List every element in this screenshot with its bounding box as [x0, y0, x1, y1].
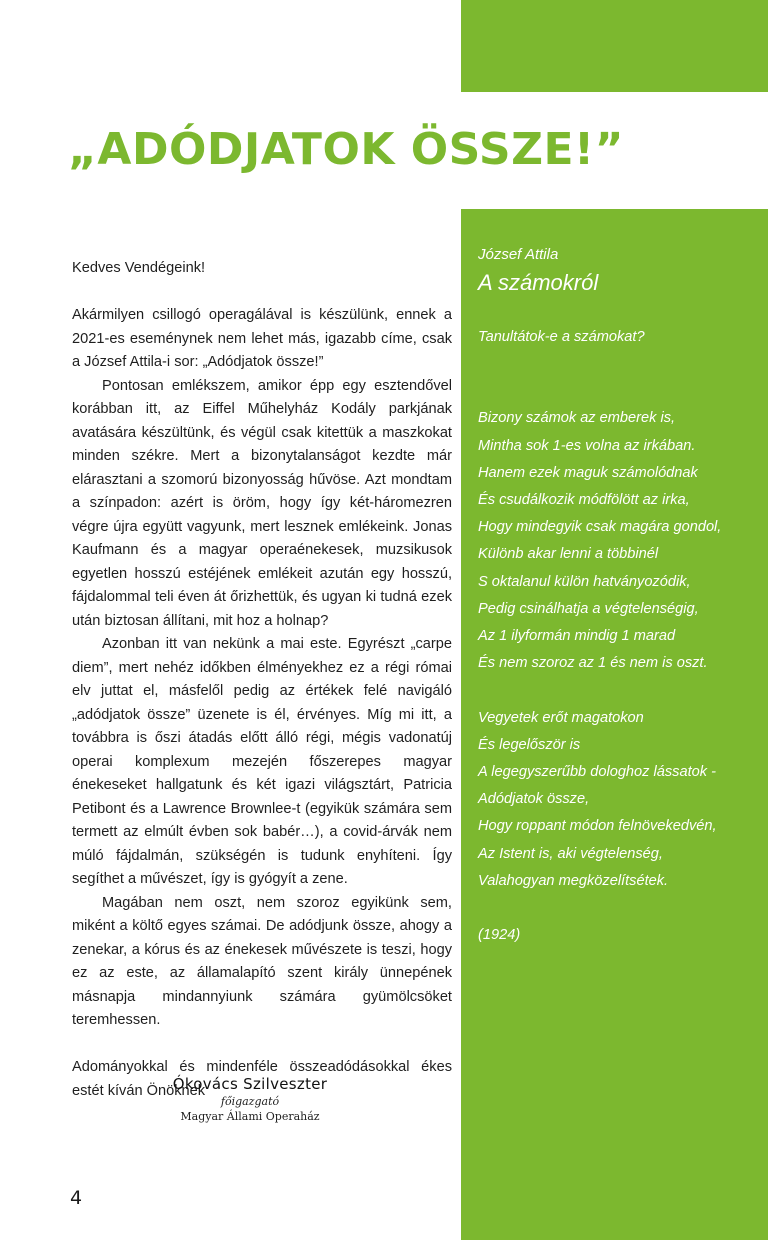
poem-line: Bizony számok az emberek is,	[478, 410, 676, 427]
poem-stanza-2	[478, 677, 758, 895]
page-number: 4	[70, 1187, 83, 1209]
poem-title: A számokról	[478, 270, 599, 295]
poem-author: József Attila	[478, 246, 559, 263]
letter-paragraph: Akármilyen csillogó operagálával is készülünk, ennek a 2021-es eseménynek nem lehet más, igazabb címe, csak a József Attila-i sor: „Adódjatok össze!”	[72, 307, 452, 370]
poem-line: Pedig csinálhatja a végtelenségig,	[478, 600, 699, 617]
poem-stanza-1	[478, 378, 758, 677]
greeting: Kedves Vendégeink!	[72, 260, 206, 276]
poem-year: (1924)	[478, 927, 521, 944]
poem-line: Az Istent is, aki végtelenség,	[478, 845, 663, 862]
letter-body	[72, 257, 452, 1103]
poem-line: Mintha sok 1-es volna az irkában.	[478, 437, 696, 454]
signature-block	[150, 1074, 350, 1125]
poem-line: És csudálkozik módfölött az irka,	[478, 492, 690, 508]
letter-paragraph: Pontosan emlékszem, amikor épp egy esztendővel korábban itt, az Eiffel Műhelyház Kodály parkjának avatására készültünk, és végül csak kitettük a maszkokat minden székre. Mert a bizonytalanságot kezdte már elárasztani a szomorú bizonyosság hűvöse. Azt mondtam a színpadon: azért is öröm, hogy így két-háromezren végre újra együtt vagyunk, mert lesznek emlékeink. Jonas Kaufmann és a magyar operaénekesek, muzsikusok egyetlen hosszú estéjének emlékeit azután egy hosszú, fájdalommal teli éven át őrizhettük, és ugyan ki tudná ezek után biztosan állítani, mit hoz a holnap?	[72, 377, 452, 629]
poem-line: Valahogyan megközelítsétek.	[478, 872, 669, 889]
letter-paragraph: Azonban itt van nekünk a mai este. Egyrészt „carpe diem”, mert nehéz időkben élményekhez ez a régi római elv juttat el, másfelől pedig az értékek felé navigáló „adódjatok össze” üzenete is él, érvényes. Míg mi itt, a továbbra is őszi átadás előtt álló régi, mégis vadonatúj operai komplexum mezején főszerepes magyar énekeseket hallgatunk és két igazi világsztárt, Patricia Petibont és a Lawrence Brownlee-t (egyikük számára sem termett az elmúlt évben sok babér…), a covid-árvák nem múló fájdalmán, szükségén is tudunk enyhíteni. Így segíthet a művészet, így is gyógyít a zene.	[72, 636, 452, 887]
poem-line: S oktalanul külön hatványozódik,	[478, 573, 691, 590]
poem-line: És legelőször is	[478, 736, 581, 753]
poem-line: Különb akar lenni a többinél	[478, 546, 659, 563]
poem-line: Az 1 ilyformán mindig 1 marad	[478, 628, 676, 645]
poem-line: Adódjatok össze,	[478, 791, 590, 808]
poem-line: Hogy mindegyik csak magára gondol,	[478, 519, 722, 536]
signatory-role: főigazgató	[220, 1095, 280, 1108]
green-corner-block	[461, 0, 768, 92]
signatory-organization: Magyar Állami Operaház	[180, 1110, 320, 1123]
poem-question: Tanultátok-e a számokat?	[478, 329, 645, 345]
poem-line: A legegyszerűbb dologhoz lássatok -	[478, 764, 716, 781]
poem-sidebar	[478, 242, 758, 949]
page-title: „ADÓDJATOK ÖSSZE!”	[68, 124, 625, 175]
letter-closing: Adományokkal és mindenféle összeadódásokkal ékes estét kíván Önöknek	[72, 1059, 452, 1099]
signatory-name: Ókovács Szilveszter	[172, 1075, 328, 1093]
poem-line: És nem szoroz az 1 és nem is oszt.	[478, 655, 708, 672]
poem-line: Hanem ezek maguk számolódnak	[478, 464, 698, 481]
poem-line: Vegyetek erőt magatokon	[478, 709, 644, 726]
letter-paragraph: Magában nem oszt, nem szoroz egyikünk sem, miként a költő egyes számai. De adódjunk össze, ahogy a zenekar, a kórus és az énekesek művészete is teszi, hogy ez az este, az államalapító szent király ünnepének másnapja mindannyiunk számára gyümölcsöket teremhessen.	[72, 894, 452, 1028]
poem-line: Hogy roppant módon felnövekedvén,	[478, 818, 717, 835]
